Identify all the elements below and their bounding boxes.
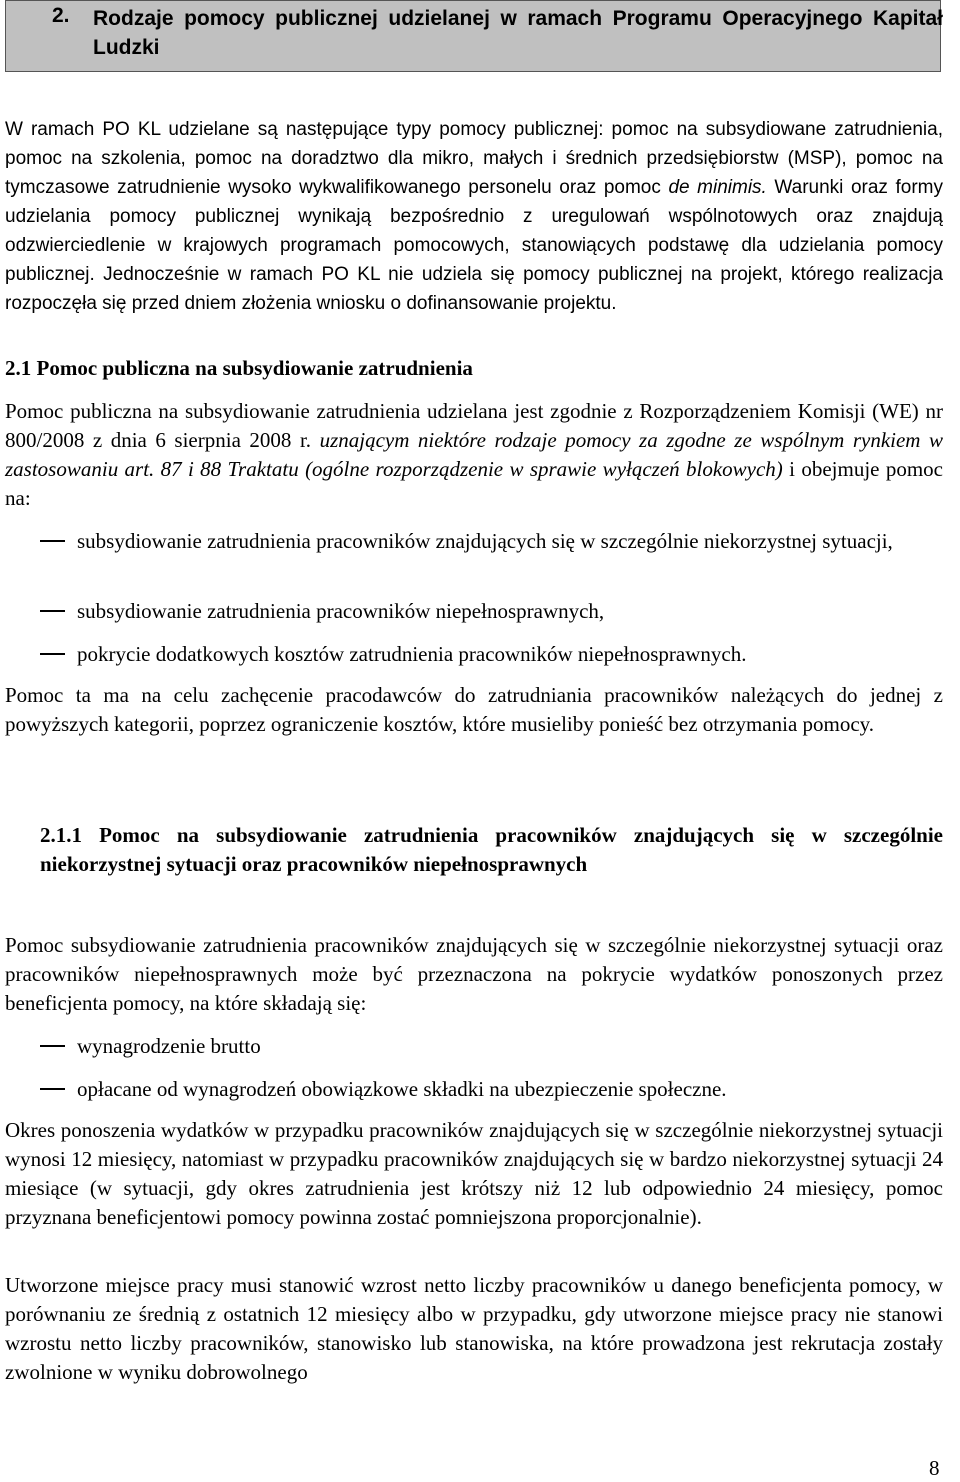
section-heading-box	[5, 0, 941, 72]
list-item-text: pokrycie dodatkowych kosztów zatrudnienia pracowników niepełnosprawnych.	[77, 642, 747, 666]
subsection-2-1-after-paragraph: Pomoc ta ma na celu zachęcenie pracodawców do zatrudniania pracowników należących do jednej z powyższych kategorii, poprzez ograniczenie kosztów, które musieliby ponieść bez otrzymania pomocy.	[5, 683, 943, 736]
subsection-2-1-1-heading	[40, 821, 943, 879]
para-end: i obejmuje pomoc na:	[5, 457, 943, 510]
list-item-text: subsydiowanie zatrudnienia pracowników niepełnosprawnych,	[77, 599, 605, 623]
subsection-2-1-1-paragraph-1: Pomoc subsydiowanie zatrudnienia pracowników znajdujących się w szczególnie niekorzystnej sytuacji oraz pracowników niepełnosprawnych może być przeznaczona na pokrycie wydatków ponoszonych przez beneficjenta pomocy, na które składają się:	[5, 933, 943, 1015]
subsection-2-1-heading: 2.1 Pomoc publiczna na subsydiowanie zatrudnienia	[5, 356, 473, 380]
intro-paragraph	[5, 115, 943, 318]
dash-bullet-icon	[40, 1088, 65, 1090]
page-number: 8	[929, 1456, 940, 1480]
list-item-text: subsydiowanie zatrudnienia pracowników znajdujących się w szczególnie niekorzystnej sytuacji,	[77, 529, 893, 553]
dash-bullet-icon	[40, 1045, 65, 1047]
subsection-2-1-paragraph	[5, 397, 943, 513]
para-start: Pomoc publiczna na subsydiowanie zatrudnienia udzielana jest zgodnie z Rozporządzeniem Komisji (WE) nr 800/2008 z dnia 6 sierpnia 2008 r.	[5, 399, 943, 452]
list-item-text: wynagrodzenie brutto	[77, 1034, 261, 1058]
list-item-text: opłacane od wynagrodzeń obowiązkowe składki na ubezpieczenie społeczne.	[77, 1077, 727, 1101]
subsection-2-1-1-paragraph-2: Okres ponoszenia wydatków w przypadku pracowników znajdujących się w szczególnie niekorzystnej sytuacji wynosi 12 miesięcy, natomiast w przypadku pracowników znajdujących się w bardzo niekorzystnej sytuacji 24 miesiące (w sytuacji, gdy okres zatrudnienia jest krótszy niż 12 lub odpowiednio 24 miesięcy, pomoc przyznana beneficjentowi pomocy powinna zostać pomniejszona proporcjonalnie).	[5, 1118, 943, 1229]
dash-bullet-icon	[40, 610, 65, 612]
para-italic: uznającym niektóre rodzaje pomocy za zgodne ze wspólnym rynkiem w zastosowaniu art. 87 i 88 Traktatu (ogólne rozporządzenie w sprawie wyłączeń blokowych)	[5, 428, 943, 481]
section-number: 2.	[52, 4, 70, 27]
subsection-number: 2.1.1	[40, 823, 82, 847]
dash-bullet-icon	[40, 540, 65, 542]
intro-text-1: W ramach PO KL udzielane są następujące typy pomocy publicznej: pomoc na subsydiowane zatrudnienia, pomoc na szkolenia, pomoc na doradztwo dla mikro, małych i średnich przedsiębiorstw (MSP), pomoc na tymczasowe zatrudnienie wysoko wykwalifikowanego personelu oraz pomoc	[5, 119, 943, 198]
intro-text-2: Warunki oraz formy udzielania pomocy publicznej wynikają bezpośrednio z uregulowań wspólnotowych oraz znajdują odzwierciedlenie w krajowych programach pomocowych, stanowiących podstawę dla udzielania pomocy publicznej. Jednocześnie w ramach PO KL nie udziela się pomocy publicznej na projekt, którego realizacja rozpoczęła się przed dniem złożenia wniosku o dofinansowanie projektu.	[5, 177, 943, 314]
dash-bullet-icon	[40, 653, 65, 655]
subsection-title: Pomoc na subsydiowanie zatrudnienia pracowników znajdujących się w szczególnie niekorzystnej sytuacji oraz pracowników niepełnosprawnych	[40, 823, 943, 876]
intro-italic: de minimis.	[668, 177, 767, 198]
section-title: Rodzaje pomocy publicznej udzielanej w ramach Programu Operacyjnego Kapitał Ludzki	[93, 7, 943, 59]
subsection-2-1-1-paragraph-3: Utworzone miejsce pracy musi stanowić wzrost netto liczby pracowników u danego beneficjenta pomocy, w porównaniu ze średnią z ostatnich 12 miesięcy albo w przypadku, gdy utworzone miejsce pracy nie stanowi wzrostu netto liczby pracowników, stanowisko lub stanowiska, na które prowadzona jest rekrutacja zostały zwolnione w wyniku dobrowolnego	[5, 1273, 943, 1384]
